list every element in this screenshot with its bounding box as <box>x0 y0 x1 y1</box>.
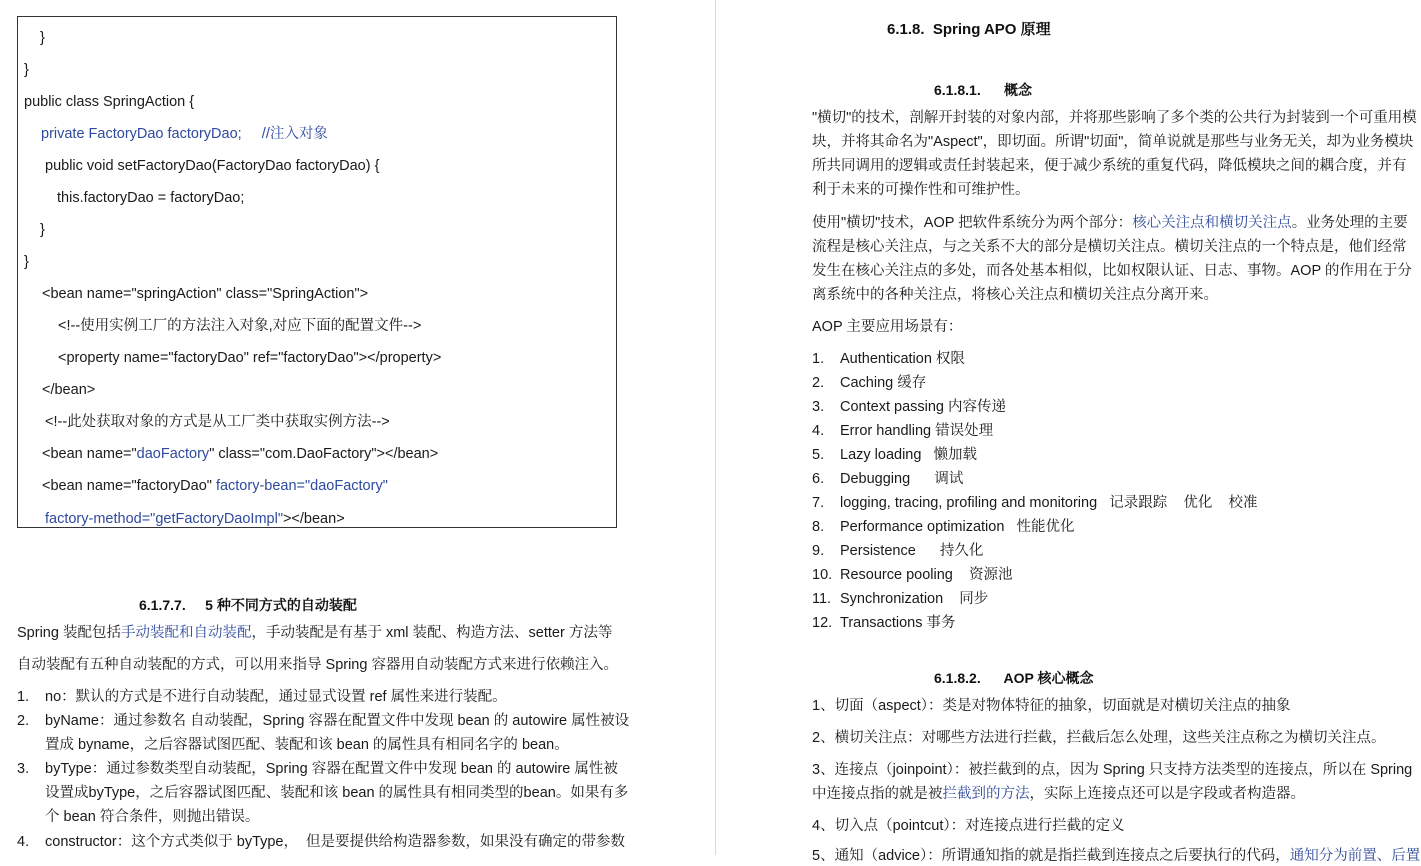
core-link[interactable]: 拦截到的方法 <box>942 786 1030 802</box>
core-text: ，实际上连接点还可以是字段或者构造器。 <box>1029 786 1305 802</box>
section-heading: 6.1.7.7. 5 种不同方式的自动装配 <box>139 597 357 613</box>
intro-line <box>17 623 612 643</box>
intro-link[interactable]: 手动装配和自动装配 <box>120 625 252 641</box>
scene-number: 6. <box>812 471 825 487</box>
scene-number: 8. <box>812 519 825 535</box>
list-number: 1. <box>17 689 30 705</box>
list-number: 4. <box>17 834 30 850</box>
code-line <box>42 445 438 463</box>
list-item-line: 设置成byType，之后容器试图匹配、装配和该 bean 的属性具有相同类型的bean。如果有多 <box>45 785 629 801</box>
code-text: <bean name="factoryDao" <box>42 478 216 494</box>
aop-link[interactable]: 核心关注点和横切关注点 <box>1132 215 1292 231</box>
list-item-line: 置成 byname，之后容器试图匹配、装配和该 bean 的属性具有相同名字的 bean。 <box>45 737 569 753</box>
scene-item: Debugging 调试 <box>840 471 964 487</box>
aop-text: 。业务处理的主要流程是核心关注点，与之关系不大的部分是横切关注点。横切关注点的一个特点是，他们经常发生在核心关注点的多处，而各处基本相似，比如权限认证、日志、事物。AOP 的作用在于分离系统中的各种关注点，将核心关注点和横切关注点分离开来。 <box>812 215 1412 303</box>
main-heading: 6.1.8. Spring APO 原理 <box>887 21 1051 38</box>
scene-item: Error handling 错误处理 <box>840 423 994 439</box>
code-line: <property name="factoryDao" ref="factoryDao"></property> <box>58 350 442 366</box>
scene-number: 9. <box>812 543 825 559</box>
list-item-line: constructor：这个方式类似于 byType， 但是要提供给构造器参数，如果没有确定的带参数 <box>45 834 626 850</box>
code-line <box>42 477 388 495</box>
scene-item: Context passing 内容传递 <box>840 399 1007 415</box>
scene-item: Authentication 权限 <box>840 351 965 367</box>
left-page <box>0 0 714 855</box>
aop-text: 使用"横切"技术，AOP 把软件系统分为两个部分： <box>812 215 1133 231</box>
scene-item: Synchronization 同步 <box>840 591 989 607</box>
scene-item: Performance optimization 性能优化 <box>840 519 1075 535</box>
scene-number: 3. <box>812 399 825 415</box>
core-text: 5、通知（advice）：所谓通知指的就是指拦截到连接点之后要执行的代码， <box>812 848 1290 864</box>
scene-item: Persistence 持久化 <box>840 543 984 559</box>
code-highlight: factory-method="getFactoryDaoImpl" <box>45 511 283 527</box>
scene-number: 12. <box>812 615 833 631</box>
code-block <box>17 16 617 528</box>
intro-text: ，手动装配是有基于 xml 装配、构造方法、setter 方法等 <box>251 625 613 641</box>
concept-heading: 6.1.8.1. 概念 <box>934 82 1033 98</box>
scene-number: 11. <box>812 591 832 607</box>
code-highlight: daoFactory <box>136 446 210 462</box>
code-line: } <box>40 30 45 46</box>
core-item: 1、切面（aspect）：类是对物体特征的抽象，切面就是对横切关注点的抽象 <box>812 698 1291 714</box>
intro-text: Spring 装配包括 <box>17 625 121 641</box>
code-line: } <box>40 222 45 238</box>
core-item: 2、横切关注点：对哪些方法进行拦截，拦截后怎么处理，这些关注点称之为横切关注点。 <box>812 730 1386 746</box>
code-line <box>45 510 345 528</box>
scene-number: 4. <box>812 423 825 439</box>
code-line: public class SpringAction { <box>24 94 195 110</box>
scene-number: 7. <box>812 495 825 511</box>
scene-item: Resource pooling 资源池 <box>840 567 1013 583</box>
code-line: <!--使用实例工厂的方法注入对象,对应下面的配置文件--> <box>58 318 422 334</box>
code-text: <bean name=" <box>42 446 137 462</box>
list-item-line: 个 bean 符合条件，则抛出错误。 <box>45 809 260 825</box>
core-heading: 6.1.8.2. AOP 核心概念 <box>934 670 1094 686</box>
list-item-line: no：默认的方式是不进行自动装配，通过显式设置 ref 属性来进行装配。 <box>45 689 507 705</box>
scenes-label: AOP 主要应用场景有： <box>812 319 963 335</box>
code-line: <!--此处获取对象的方式是从工厂类中获取实例方法--> <box>45 414 390 430</box>
concept-paragraph: "横切"的技术，剖解开封装的对象内部，并将那些影响了多个类的公共行为封装到一个可重用模块，并将其命名为"Aspect"，即切面。所谓"切面"，简单说就是那些与业务无关，却为业务模块所共同调用的逻辑或责任封装起来，便于减少系统的重复代码，降低模块之间的耦合度，并有利于未来的可操作性和可维护性。 <box>812 110 1417 198</box>
core-link[interactable]: 通知分为前置、后置 <box>1289 848 1421 864</box>
scene-number: 5. <box>812 447 825 463</box>
code-line: } <box>24 62 29 78</box>
scene-item: logging, tracing, profiling and monitoring 记录跟踪 优化 校准 <box>840 495 1258 511</box>
scene-number: 1. <box>812 351 825 367</box>
code-line: <bean name="springAction" class="SpringAction"> <box>42 286 369 302</box>
right-page <box>718 0 1421 864</box>
code-line: public void setFactoryDao(FactoryDao factoryDao) { <box>45 158 380 174</box>
scene-item: Caching 缓存 <box>840 375 927 391</box>
code-line: private FactoryDao factoryDao; //注入对象 <box>41 126 328 142</box>
code-highlight: factory-bean="daoFactory" <box>215 478 388 494</box>
list-item-line: byType：通过参数类型自动装配，Spring 容器在配置文件中发现 bean 的 autowire 属性被 <box>45 761 618 777</box>
aop-paragraph <box>812 211 1418 307</box>
core-item-partial <box>812 846 1420 866</box>
core-item-cont <box>812 784 1305 804</box>
list-number: 2. <box>17 713 30 729</box>
code-text: ></bean> <box>282 511 345 527</box>
code-line: } <box>24 254 29 270</box>
scene-item: Transactions 事务 <box>840 615 956 631</box>
core-text: 中连接点指的就是被 <box>812 786 943 802</box>
page-divider <box>715 0 716 855</box>
intro-line: 自动装配有五种自动装配的方式，可以用来指导 Spring 容器用自动装配方式来进行依赖注入。 <box>17 657 618 673</box>
scene-item: Lazy loading 懒加载 <box>840 447 978 463</box>
scene-number: 10. <box>812 567 833 583</box>
core-item: 4、切入点（pointcut）：对连接点进行拦截的定义 <box>812 818 1125 834</box>
list-item-line: byName：通过参数名 自动装配，Spring 容器在配置文件中发现 bean 的 autowire 属性被设 <box>45 713 630 729</box>
list-number: 3. <box>17 761 30 777</box>
code-text: " class="com.DaoFactory"></bean> <box>209 446 439 462</box>
core-item: 3、连接点（joinpoint）：被拦截到的点，因为 Spring 只支持方法类型的连接点，所以在 Spring <box>812 762 1413 778</box>
code-line: this.factoryDao = factoryDao; <box>57 190 245 206</box>
scene-number: 2. <box>812 375 825 391</box>
code-line: </bean> <box>42 382 96 398</box>
